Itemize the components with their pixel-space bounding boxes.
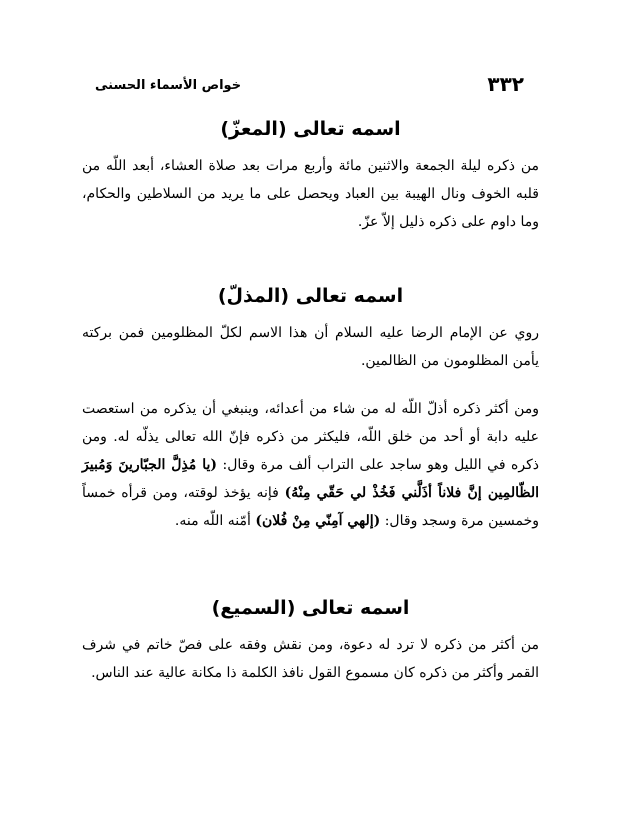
running-title: خواص الأسماء الحسنى xyxy=(95,78,242,93)
section-paragraph: من أكثر من ذكره لا ترد له دعوة، ومن نقش وفقه على فصّ خاتم في شرف القمر وأكثر من ذكره كان مسموع القول نافذ الكلمة ذا مكانة عالية عند الناس. xyxy=(82,637,539,681)
paragraph-text: ومن أكثر ذكره أذلّ اللّه له من شاء من أعدائه، وينبغي أن يذكره من استعصت عليه دابة أو أحد من خلق اللّه، فليكثر من ذكره فإنّ الله تعالى يذلّه له. ومن ذكره في الليل وهو ساجد على التراب ألف مرة وقال: xyxy=(82,401,540,473)
section-al-sami xyxy=(82,597,539,687)
section-title: اسمه تعالى (المعزّ) xyxy=(220,118,401,140)
section-paragraph-with-supplications xyxy=(82,395,539,535)
section-paragraph: روي عن الإمام الرضا عليه السلام أن هذا الاسم لكلّ المظلومين فمن بركته يأمن المظلومون من الظالمين. xyxy=(82,325,539,369)
supplication-text: (إلهي آمِنّي مِنْ فُلان) xyxy=(255,513,381,529)
page-number: ٣٣٢ xyxy=(487,72,524,96)
section-title: اسمه تعالى (المذلّ) xyxy=(217,285,404,307)
paragraph-text: فإنه يؤخذ لوقته، ومن قرأه خمساً وخمسين مرة وسجد وقال: xyxy=(82,485,539,529)
section-title: اسمه تعالى (السميع) xyxy=(211,597,410,619)
page-header xyxy=(95,72,524,96)
paragraph-text: أمّنه اللّه منه. xyxy=(174,513,251,529)
section-al-mudhill xyxy=(82,285,539,535)
section-al-muizz xyxy=(82,118,539,236)
section-paragraph: من ذكره ليلة الجمعة والاثنين مائة وأربع مرات بعد صلاة العشاء، أبعد اللّه من قلبه الخوف ونال الهيبة بين العباد ويحصل على ما يريد من السلاطين والحكام، وما داوم على ذكره ذليل إلاّ عزّ. xyxy=(82,158,539,230)
supplication-text: (يا مُذِلَّ الجبّارينَ وَمُبيرَ الظّالمِين إنَّ فلاناً أذَلَّني فَخُذْ لي حَقّي مِنْهُ) xyxy=(82,457,539,501)
